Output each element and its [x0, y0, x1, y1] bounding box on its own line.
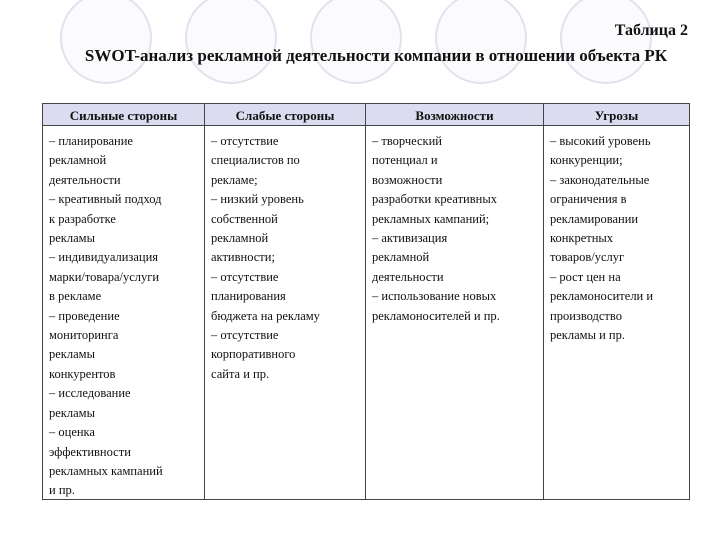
column-header: Возможности — [366, 104, 543, 126]
decorative-circle — [185, 0, 277, 84]
decorative-circle — [435, 0, 527, 84]
column-content — [205, 126, 365, 499]
column-header: Сильные стороны — [43, 104, 204, 126]
cell-text: – планирование рекламной деятельности – креативный подход к разработке рекламы – индивидуализация марки/товара/услуги в рекламе – проведение мониторинга рекламы конкурентов – исследование рекламы – оценка эффективности рекламных кампаний и пр. — [49, 134, 163, 498]
decorative-circle — [560, 0, 652, 84]
column-opportunities — [366, 104, 544, 499]
column-strengths — [43, 104, 205, 499]
column-content — [544, 126, 689, 499]
column-header: Угрозы — [544, 104, 689, 126]
column-content — [43, 126, 204, 501]
cell-text: – высокий уровень конкуренции; – законодательные ограничения в рекламировании конкретных товаров/услуг – рост цен на рекламоносители и производство рекламы и пр. — [550, 134, 654, 343]
column-header: Слабые стороны — [205, 104, 365, 126]
decorative-circle — [60, 0, 152, 84]
cell-text: – отсутствие специалистов по рекламе; – низкий уровень собственной рекламной активности; – отсутствие планирования бюджета на рекламу – отсутствие корпоративного сайта и пр. — [211, 134, 320, 381]
table-number: Таблица 2 — [614, 22, 688, 39]
column-content — [366, 126, 543, 499]
cell-text: – творческий потенциал и возможности разработки креативных рекламных кампаний; – активизация рекламной деятельности – использование новых рекламоносителей и пр. — [372, 134, 500, 323]
table-title: SWOT-анализ рекламной деятельности компании в отношении объекта РК — [84, 46, 668, 65]
column-threats — [544, 104, 689, 499]
decorative-circle — [310, 0, 402, 84]
swot-table — [42, 103, 690, 500]
column-weaknesses — [205, 104, 366, 499]
